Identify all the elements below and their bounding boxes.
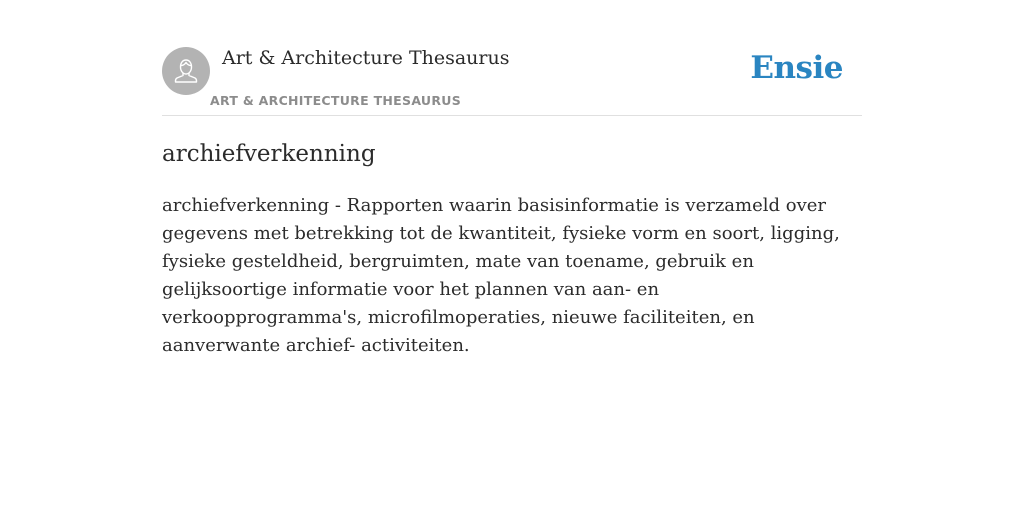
- avatar[interactable]: [162, 47, 210, 95]
- entry-title: archiefverkenning: [162, 141, 376, 167]
- site-title[interactable]: Art & Architecture Thesaurus: [222, 47, 510, 69]
- site-subtitle[interactable]: ART & ARCHITECTURE THESAURUS: [210, 93, 462, 108]
- user-silhouette-icon: [171, 56, 201, 86]
- entry-body: archiefverkenning - Rapporten waarin basisinformatie is verzameld over gegevens met betrekking tot de kwantiteit, fysieke vorm en soort, ligging, fysieke gesteldheid, bergruimten, mate van toename, gebruik en gelijksoortige informatie voor het plannen van aan- en verkoopprogramma's, microfilmoperaties, nieuwe faciliteiten, en aanverwante archief- activiteiten.: [162, 195, 840, 356]
- header: [162, 46, 862, 116]
- brand-logo[interactable]: Ensie: [750, 50, 843, 86]
